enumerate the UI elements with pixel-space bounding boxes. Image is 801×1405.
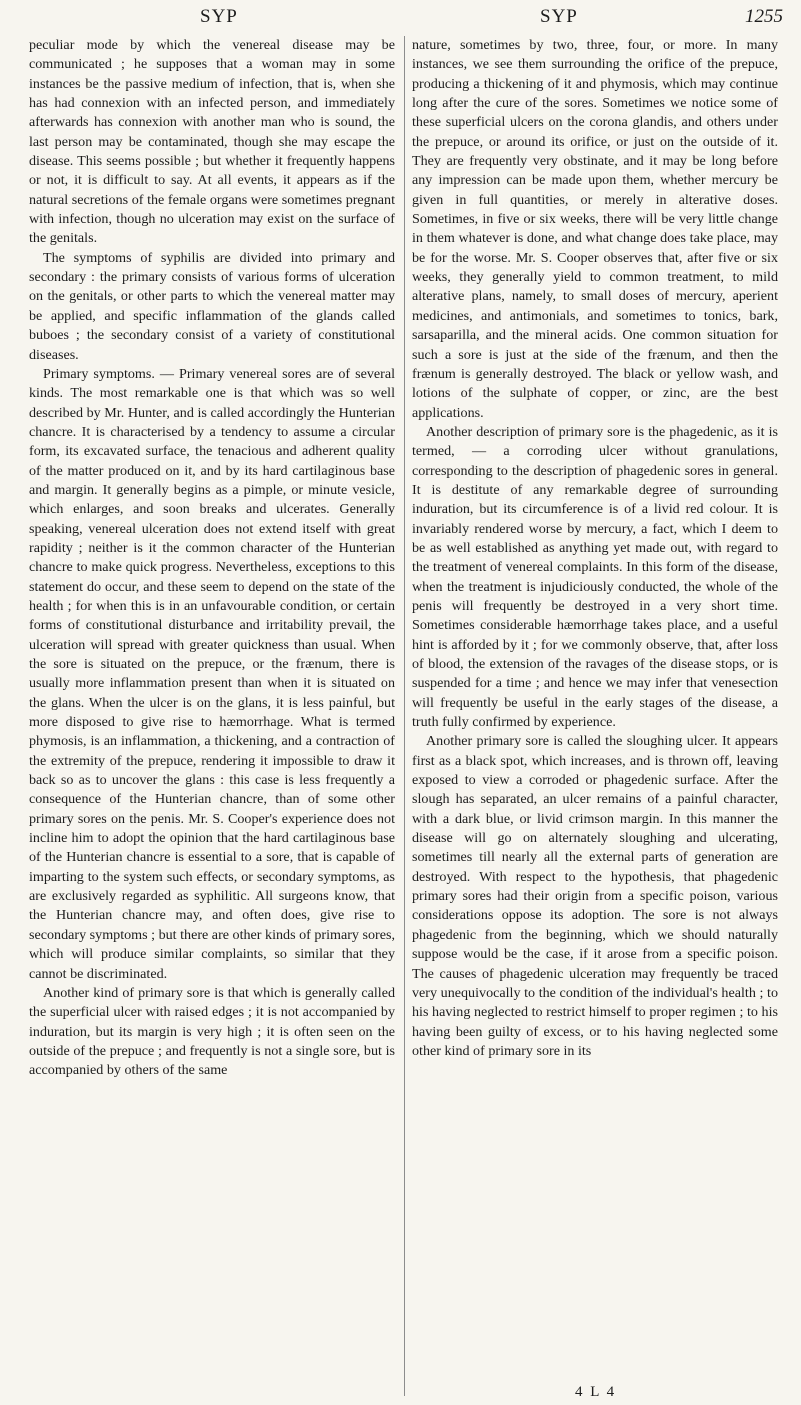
paragraph: Primary symptoms. — Primary venereal sores are of several kinds. The most remarkable one is that which was so well described by Mr. Hunter, and is called accordingly the Hunterian chancre. It is characterised by a tendency to assume a circular form, its excavated surface, the tenacious and adherent quality of the matter produced on it, and by its hard cartilaginous base and margin. It generally begins as a pimple, or minute vesicle, which enlarges, and soon breaks and ulcerates. Generally speaking, venereal ulceration does not extend itself with great rapidity ; neither is it the common character of the Hunterian chancre to make quick progress. Nevertheless, exceptions to this statement do occur, and these seem to depend on the state of the health ; for when this is in an unfavourable condition, or certain forms of constitutional disturbance and irritability prevail, the ulceration will spread with greater quickness than usual. When the sore is situated on the prepuce, or the frænum, there is usually more inflammation present than when it is situated on the glans. When the ulcer is on the glans, it is less painful, but more disposed to give rise to hæmorrhage. What is termed phymosis, is an inflammation, a thickening, and a contraction of the extremity of the prepuce, rendering it impossible to draw it back so as to uncover the glans : this case is less frequently a consequence of the Hunterian chancre, than of some other primary sores on the penis. Mr. S. Cooper's experience does not incline him to adopt the opinion that the hard cartilaginous base of the Hunterian chancre is essential to a sore, that is capable of imparting to the system such effects, or secondary symptoms, as are exclusively regarded as syphilitic. All surgeons know, that the Hunterian chancre may, and often does, give rise to secondary symptoms ; but there are other kinds of primary sores, which will produce similar complaints, so similar that they cannot be discriminated. — [29, 365, 395, 982]
paragraph: nature, sometimes by two, three, four, or more. In many instances, we see them surrounding the orifice of the prepuce, producing a thickening of it and phymosis, which may continue long after the cure of the sores. Sometimes we notice some of these superficial ulcers on the corona glandis, and others under the prepuce, or around its orifice, or just on the outside of it. They are frequently very obstinate, and it may be long before any impression can be made upon them, whether mercury be given in full quantities, or merely in alterative doses. Sometimes, in five or six weeks, there will be very little change in them whatever is done, and what change does take place, may be for the worse. Mr. S. Cooper observes that, after five or six weeks, they generally yield to common treatment, to mild alterative plans, namely, to small doses of mercury, aperient medicines, and antimonials, and sometimes to tonics, bark, sarsaparilla, and the mineral acids. One common situation for such a sore is just at the side of the frænum, and then the frænum is generally destroyed. The black or yellow wash, and lotions of the sulphate of copper, or zinc, are the best applications. — [412, 37, 778, 421]
left-column — [29, 36, 395, 1376]
paragraph: Another primary sore is called the sloughing ulcer. It appears first as a black spot, which increases, and is thrown off, leaving exposed to view a corroded or phagedenic surface. After the slough has separated, an ulcer remains of a painful character, with a dark blue, or livid crimson margin. In this manner the disease will go on alternately sloughing and ulcerating, sometimes till nearly all the external parts of generation are destroyed. With respect to the hypothesis, that phagedenic primary sores had their origin from a specific poison, various considerations oppose its adoption. The sore is not always phagedenic from the beginning, which we should naturally suppose would be the case, if it arose from a specific poison. The causes of phagedenic ulceration may frequently be traced very unequivocally to the condition of the individual's health ; to his having neglected to restrict himself to proper regimen ; to his having been guilty of excess, or to his having neglected some other kind of primary sore in its — [412, 733, 778, 1059]
running-head-left: SYP — [200, 6, 238, 27]
running-head-right: SYP — [540, 6, 578, 27]
paragraph: Another kind of primary sore is that which is generally called the superficial ulcer with raised edges ; it is not accompanied by induration, but its margin is very high ; it is often seen on the outside of the prepuce ; and frequently is not a single sore, but is accompanied by others of the same — [29, 984, 395, 1079]
paragraph: peculiar mode by which the venereal disease may be communicated ; he supposes that a woman may in some instances be the passive medium of infection, that is, when she has had connexion with an infected person, and immediately afterwards has connexion with another man who is sound, the last person may be contaminated, though she may escape the disease. This seems possible ; but whether it frequently happens or not, it is difficult to say. At all events, it appears as if the natural secretions of the female organs were sometimes pregnant with infection, though no ulceration may exist on the surface of the genitals. — [29, 37, 395, 247]
right-column — [412, 36, 778, 1376]
column-divider — [404, 36, 405, 1396]
page-number: 1255 — [745, 6, 783, 27]
running-header — [0, 6, 801, 32]
paragraph: The symptoms of syphilis are divided into primary and secondary : the primary consists of various forms of ulceration on the genitals, or other parts to which the venereal matter may be applied, and specific inflammation of the glands called buboes ; the secondary consist of a variety of constitutional diseases. — [29, 249, 395, 363]
paragraph: Another description of primary sore is the phagedenic, as it is termed, — a corroding ulcer without granulations, corresponding to the description of phagedenic sores in general. It is destitute of any remarkable degree of surrounding induration, but its circumference is of a livid red colour. It is invariably rendered worse by mercury, a fact, which I deem to be as well established as anything yet made out, with regard to the treatment of venereal complaints. In this form of the disease, when the treatment is injudiciously conducted, the whole of the penis will frequently be destroyed in a very short time. Sometimes considerable hæmorrhage takes place, and a useful hint is afforded by it ; for we commonly observe, that, after loss of blood, the extension of the ravages of the disease stops, or is suspended for a time ; and hence we may infer that venesection will frequently be useful in the early stages of the disease, a truth fully confirmed by experience. — [412, 423, 778, 731]
signature-mark: 4 L 4 — [575, 1384, 617, 1400]
